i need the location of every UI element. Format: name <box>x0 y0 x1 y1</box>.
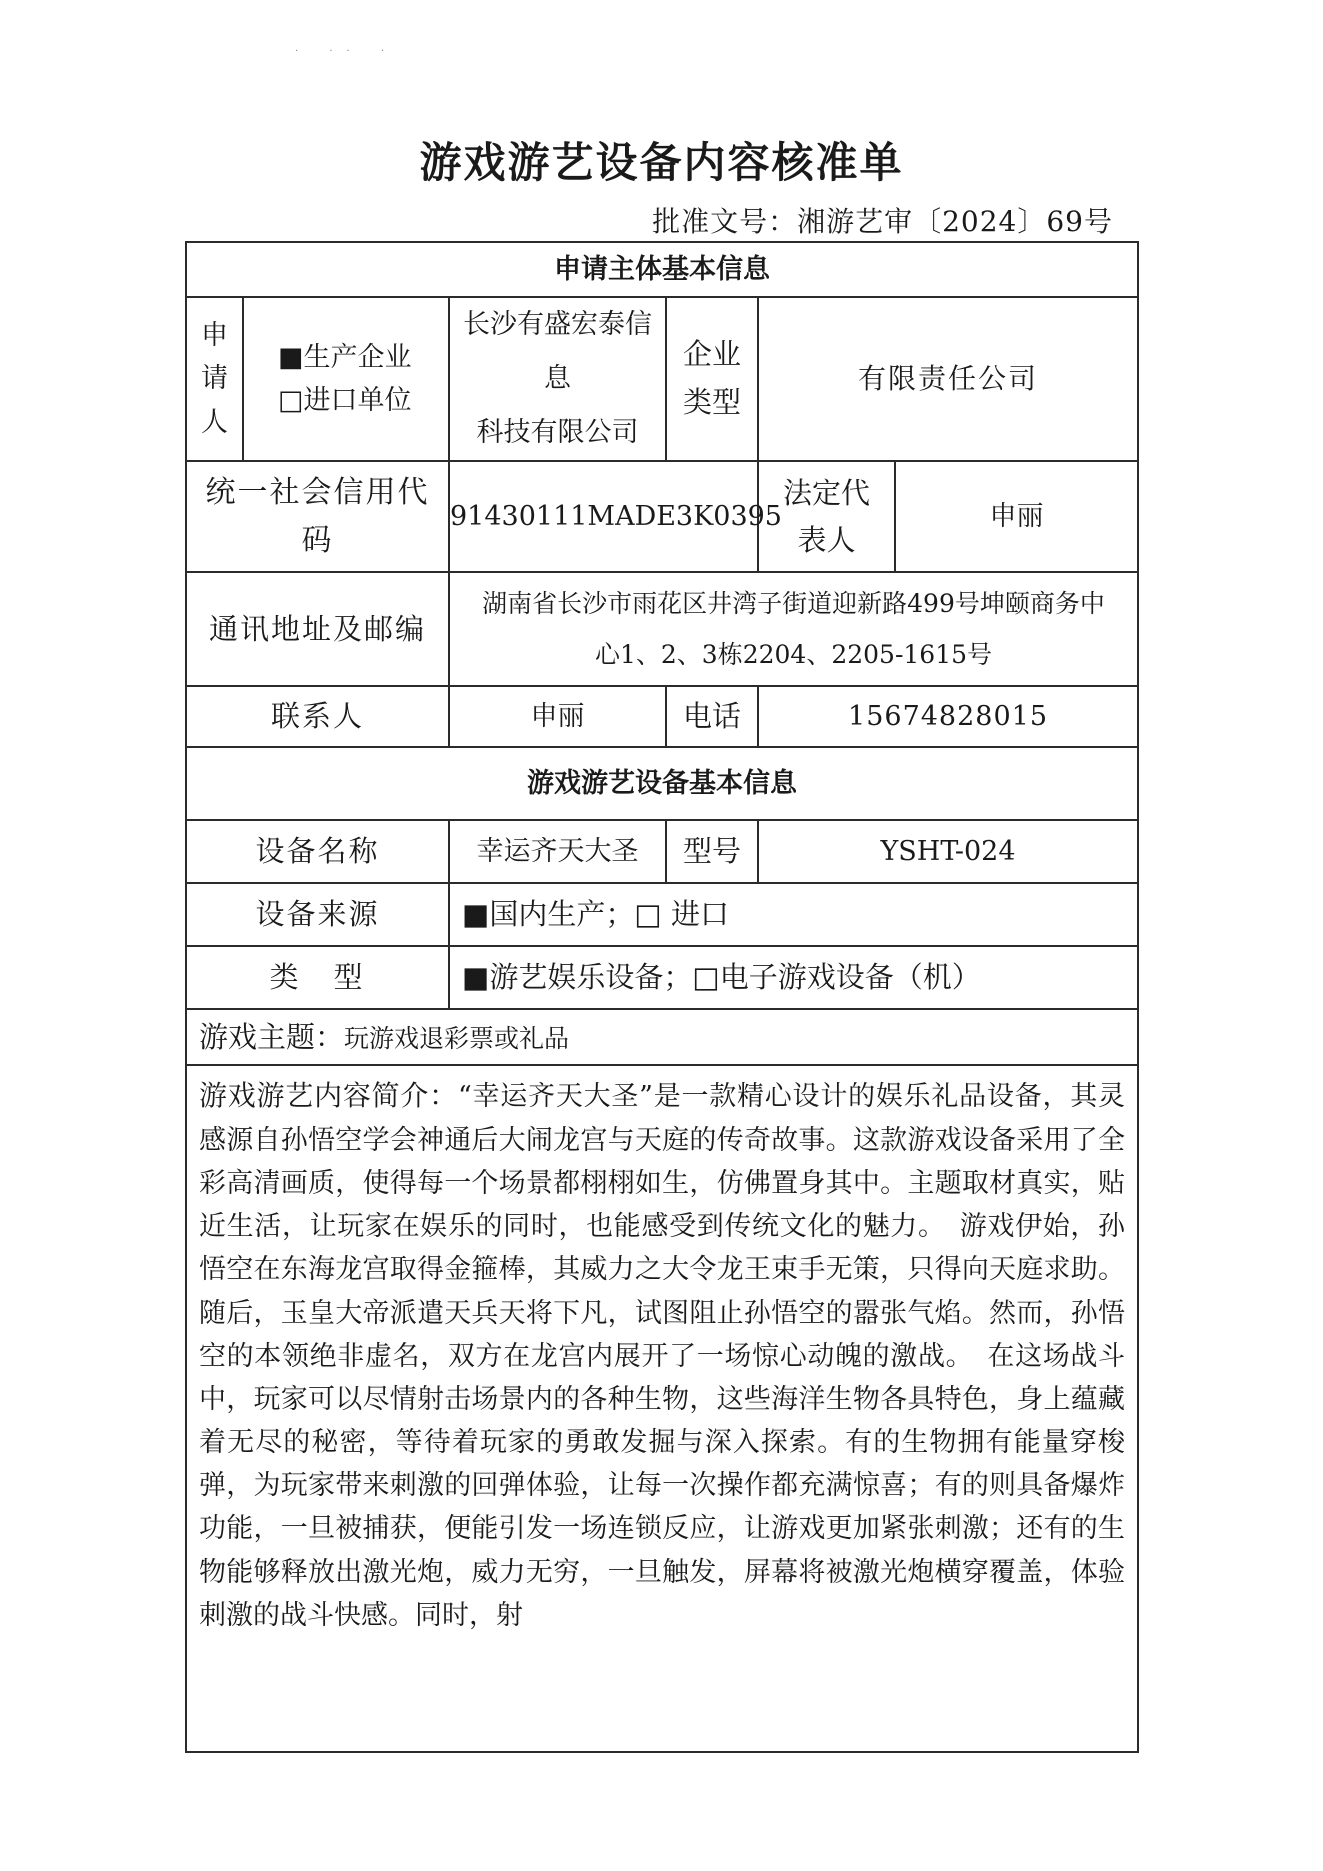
game-theme-label: 游戏主题： <box>199 1019 345 1054</box>
model-label: 型号 <box>666 820 758 883</box>
legal-rep-label: 法定代 表人 <box>758 461 895 572</box>
legal-rep-value: 申丽 <box>895 461 1138 572</box>
section-title-applicant: 申请主体基本信息 <box>186 242 1138 297</box>
option-manufacturer: ■生产企业 <box>278 341 412 373</box>
device-name-label: 设备名称 <box>186 820 449 883</box>
applicant-label: 申请人 <box>186 297 243 461</box>
content-intro-text: “幸运齐天大圣”是一款精心设计的娱乐礼品设备，其灵感源自孙悟空学会神通后大闹龙宫与天庭的传奇故事。这款游戏设备采用了全彩高清画质，使得每一个场景都栩栩如生，仿佛置身其中。主题取材真实，贴近生活，让玩家在娱乐的同时，也能感受到传统文化的魅力。 游戏伊始，孙悟空在东海龙宫取得金箍棒，其威力之大令龙王束手无策，只得向天庭求助。随后，玉皇大帝派遣天兵天将下凡，试图阻止孙悟空的嚣张气焰。然而，孙悟空的本领绝非虚名，双方在龙宫内展开了一场惊心动魄的激战。 在这场战斗中，玩家可以尽情射击场景内的各种生物，这些海洋生物各具特色，身上蕴藏着无尽的秘密，等待着玩家的勇敢发掘与深入探索。有的生物拥有能量穿梭弹，为玩家带来刺激的回弹体验，让每一次操作都充满惊喜；有的则具备爆炸功能，一旦被捕获，便能引发一场连锁反应，让游戏更加紧张刺激；还有的生物能够释放出激光炮，威力无穷，一旦触发，屏幕将被激光炮横穿覆盖，体验刺激的战斗快感。同时，射 <box>199 1081 1126 1631</box>
device-type-label: 类 型 <box>186 946 449 1009</box>
device-type-value: ■游艺娱乐设备；□电子游戏设备（机） <box>449 946 1138 1009</box>
enterprise-type-label: 企业 类型 <box>666 297 758 461</box>
option-importer: □进口单位 <box>278 385 412 416</box>
company-name: 长沙有盛宏泰信息 科技有限公司 <box>449 297 666 461</box>
enterprise-type-value: 有限责任公司 <box>758 297 1138 461</box>
credit-code-value: 91430111MADE3K0395 <box>449 461 758 572</box>
game-theme-row <box>186 1009 1138 1065</box>
device-source-value: ■国内生产；□ 进口 <box>449 883 1138 946</box>
content-intro <box>186 1065 1138 1752</box>
scan-specks: · ·· · <box>295 46 399 57</box>
address-label: 通讯地址及邮编 <box>186 572 449 686</box>
contact-label: 联系人 <box>186 686 449 747</box>
game-theme-value: 玩游戏退彩票或礼品 <box>344 1023 570 1053</box>
contact-value: 申丽 <box>449 686 666 747</box>
approval-number: 批准文号：湘游艺审〔2024〕69号 <box>652 205 1113 238</box>
approval-form-table <box>185 241 1139 1753</box>
address-value: 湖南省长沙市雨花区井湾子街道迎新路499号坤颐商务中 心1、2、3栋2204、2205-1615号 <box>449 572 1138 686</box>
device-source-label: 设备来源 <box>186 883 449 946</box>
phone-value: 15674828015 <box>758 686 1138 747</box>
document-title: 游戏游艺设备内容核准单 <box>419 138 904 187</box>
credit-code-label: 统一社会信用代 码 <box>186 461 449 572</box>
section-title-device: 游戏游艺设备基本信息 <box>186 747 1138 820</box>
applicant-type-options <box>243 297 449 461</box>
device-name-value: 幸运齐天大圣 <box>449 820 666 883</box>
content-intro-label: 游戏游艺内容简介： <box>199 1079 458 1112</box>
phone-label: 电话 <box>666 686 758 747</box>
model-value: YSHT-024 <box>758 820 1138 883</box>
